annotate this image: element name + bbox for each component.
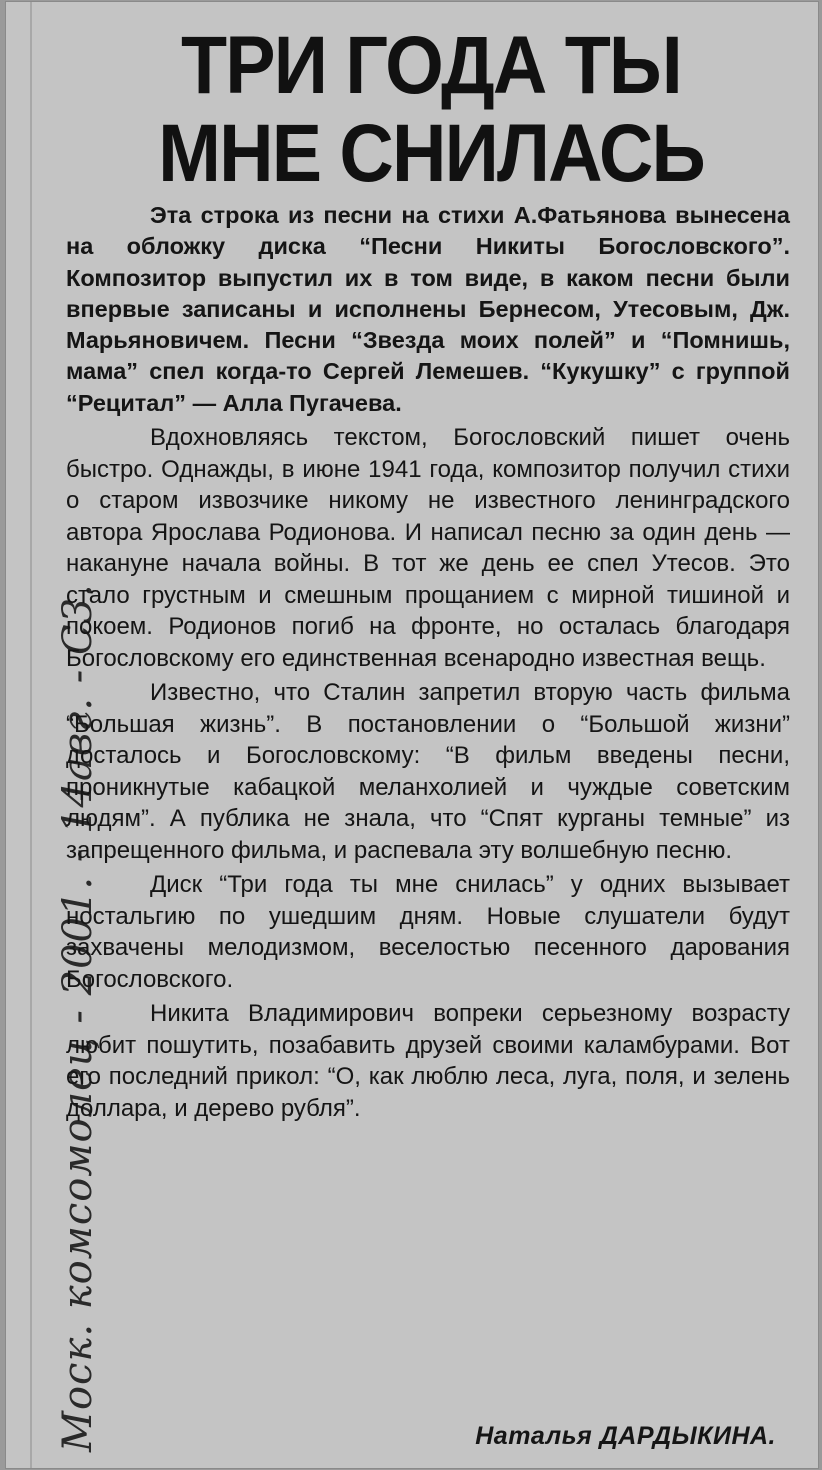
headline-line-2: МНЕ СНИЛАСЬ	[158, 108, 704, 199]
newspaper-clipping	[6, 2, 818, 1468]
article-paragraph-4: Никита Владимирович вопреки серьезному возрасту любит пошутить, позабавить друзей своими каламбурами. Вот его последний прикол: “О, как люблю леса, луга, поля, и зелень доллара, и дерево рубля”.	[66, 1000, 790, 1122]
article-headline	[95, 22, 767, 198]
fold-line	[30, 2, 32, 1468]
handwritten-source-note: Моск. комсомолец - 2001. - 14авг. - С3.	[55, 583, 101, 1452]
author-byline: Наталья ДАРДЫКИНА.	[475, 1422, 776, 1450]
article-lead-paragraph: Эта строка из песни на стихи А.Фатьянова вынесена на обложку диска “Песни Никиты Богословского”. Композитор выпустил их в том виде, в каком песни были впервые записаны и исполнены Бернесом, Утесовым, Дж. Марьяновичем. Песни “Звезда моих полей” и “Помнишь, мама” спел когда-то Сергей Лемешев. “Кукушку” с группой “Рецитал” — Алла Пугачева.	[66, 202, 790, 416]
article-body	[66, 200, 790, 1124]
article-paragraph-1: Вдохновляясь текстом, Богословский пишет очень быстро. Однажды, в июне 1941 года, композитор получил стихи о старом извозчике никому не известного ленинградского автора Ярослава Родионова. И написал песню за один день — накануне начала войны. В тот же день ее спел Утесов. Это стало грустным и смешным прощанием с мирной тишиной и покоем. Родионов погиб на фронте, но осталась благодаря Богословскому его единственная всенародно известная вещь.	[66, 424, 790, 672]
article-paragraph-2: Известно, что Сталин запретил вторую часть фильма “Большая жизнь”. В постановлении о “Большой жизни” досталось и Богословскому: “В фильм введены песни, проникнутые кабацкой меланхолией и чуждые советским людям”. А публика не знала, что “Спят курганы темные” из запрещенного фильма, и распевала эту волшебную песню.	[66, 679, 790, 864]
headline-line-1: ТРИ ГОДА ТЫ	[181, 20, 681, 111]
article-paragraph-3: Диск “Три года ты мне снилась” у одних вызывает ностальгию по ушедшим дням. Новые слушатели будут захвачены мелодизмом, веселостью песенного дарования Богословского.	[66, 871, 790, 993]
